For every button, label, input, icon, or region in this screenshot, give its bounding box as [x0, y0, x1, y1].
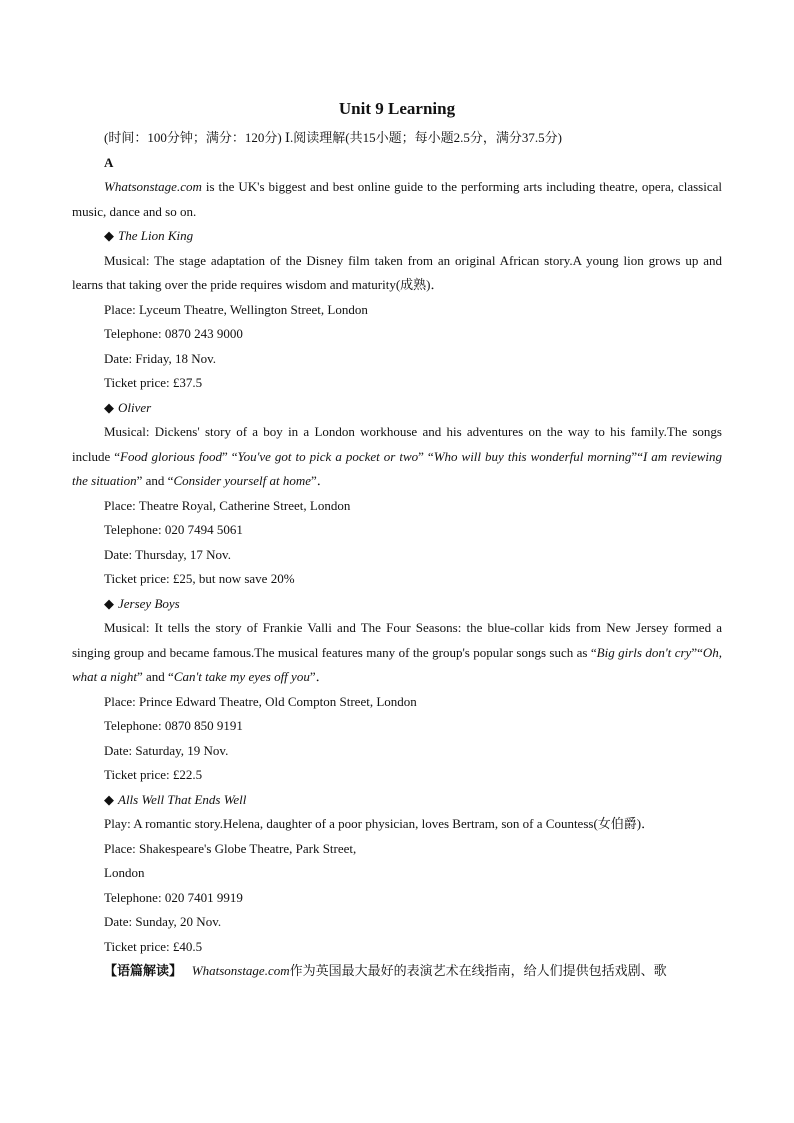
document-page: [72, 96, 722, 984]
section-label: A: [104, 154, 114, 170]
show-place: Place: Shakespeare's Globe Theatre, Park Street,: [104, 840, 357, 856]
show-name: Oliver: [118, 399, 152, 415]
analysis-line: [72, 959, 722, 984]
show-description: Musical: The stage adaptation of the Disney film taken from an original African story.A young lion grows up and learns that taking over the pride requires wisdom and maturity(成熟)．: [72, 252, 722, 292]
show-place: Place: Theatre Royal, Catherine Street, London: [104, 497, 351, 513]
page-title: Unit 9 Learning: [338, 99, 456, 118]
show-heading: [72, 396, 722, 421]
intro-text: is the UK's biggest and best online guide to the performing arts including theatre, opera, classical music, dance and so on.: [72, 179, 722, 219]
analysis-label: 【语篇解读】: [104, 963, 183, 978]
show-telephone: Telephone: 0870 243 9000: [104, 326, 243, 341]
show-price: Ticket price: £40.5: [104, 938, 203, 954]
show-date: Date: Thursday, 17 Nov.: [104, 546, 231, 562]
show-price: Ticket price: £22.5: [104, 767, 203, 782]
site-name: Whatsonstage.com: [104, 179, 202, 194]
show-price: Ticket price: £25, but now save 20%: [104, 571, 295, 586]
subtitle: (时间：100分钟；满分：120分) Ⅰ.阅读理解(共15小题；每小题2.5分，满分37.5分): [104, 130, 562, 145]
show-date: Date: Saturday, 19 Nov.: [104, 742, 229, 758]
diamond-icon: ◆: [104, 791, 114, 807]
show-name: The Lion King: [118, 228, 194, 243]
show-date: Date: Sunday, 20 Nov.: [104, 914, 222, 929]
show-telephone: Telephone: 020 7494 5061: [104, 522, 243, 537]
analysis-text: 作为英国最大最好的表演艺术在线指南，给人们提供包括戏剧、歌: [289, 963, 667, 978]
show-date: Date: Friday, 18 Nov.: [104, 350, 217, 366]
diamond-icon: ◆: [104, 595, 114, 611]
show-description: Play: A romantic story.Helena, daughter of a poor physician, loves Bertram, son of a Countess(女伯爵)．: [104, 816, 655, 831]
show-place: Place: Prince Edward Theatre, Old Compton Street, London: [104, 693, 417, 709]
show-place-city: London: [104, 865, 145, 880]
show-place: Place: Lyceum Theatre, Wellington Street, London: [104, 301, 368, 317]
intro-paragraph: [72, 175, 722, 224]
show-heading: [72, 224, 722, 249]
diamond-icon: ◆: [104, 399, 114, 415]
show-heading: [72, 592, 722, 617]
show-telephone: Telephone: 020 7401 9919: [104, 889, 243, 905]
analysis-site: Whatsonstage.com: [191, 963, 290, 978]
show-description: Musical: It tells the story of Frankie Valli and The Four Seasons: the blue-collar kids from New Jersey formed a singing group and became famous.The musical features many of the group's popular songs such as “Big girls don't cry”“Oh, what a night” and “Can't take my eyes off you”．: [72, 620, 722, 684]
show-description: Musical: Dickens' story of a boy in a London workhouse and his adventures on the way to his family.The songs include “Food glorious food” “You've got to pick a pocket or two” “Who will buy this wonderful morning”“I am reviewing the situation” and “Consider yourself at home”．: [72, 424, 722, 488]
show-name: Alls Well That Ends Well: [118, 791, 247, 807]
show-name: Jersey Boys: [118, 595, 180, 611]
show-heading: [72, 788, 722, 813]
show-price: Ticket price: £37.5: [104, 375, 203, 390]
diamond-icon: ◆: [104, 228, 114, 243]
show-telephone: Telephone: 0870 850 9191: [104, 718, 243, 733]
